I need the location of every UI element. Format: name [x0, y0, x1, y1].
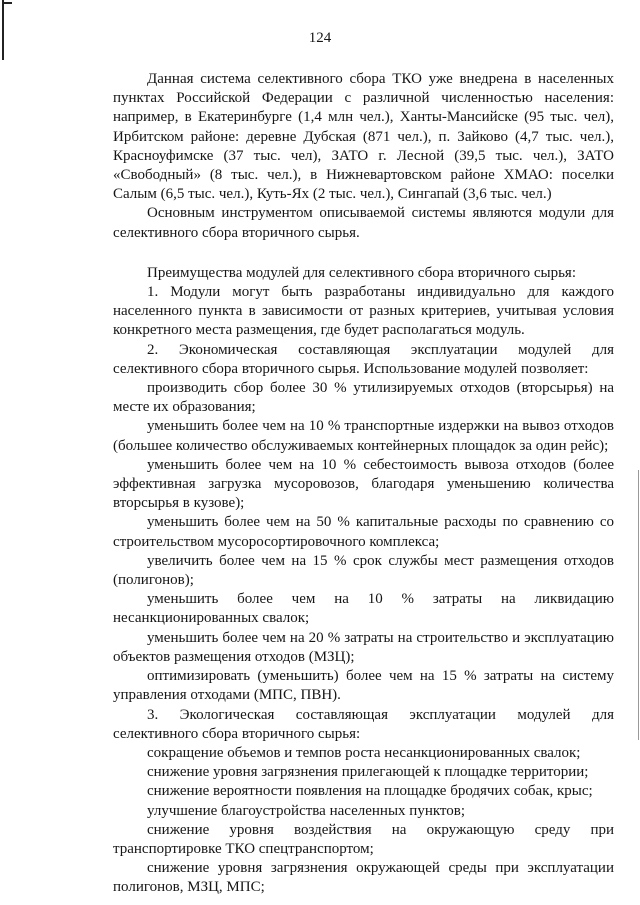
list-item-2: 2. Экономическая составляющая эксплуатации модулей для селективного сбора вторичного сырья. Использование модулей позволяет: — [113, 341, 614, 377]
ecological-item: снижение вероятности появления на площадке бродячих собак, крыс; — [147, 783, 593, 800]
economic-item: уменьшить более чем на 10 % себестоимость вывоза отходов (более эффективная загрузка мусоровозов, благодаря уменьшению количества вторсырья в кузове); — [113, 456, 614, 512]
economic-item: уменьшить более чем на 50 % капитальные расходы по сравнению со строительством мусоросортировочного комплекса; — [113, 514, 614, 550]
economic-item: уменьшить более чем на 10 % затраты на ликвидацию несанкционированных свалок; — [113, 591, 614, 627]
page-number: 124 — [308, 30, 332, 46]
spacer — [113, 243, 614, 264]
scan-corner-mark — [2, 2, 12, 4]
scan-right-edge — [638, 470, 639, 740]
list-item-3: 3. Экологическая составляющая эксплуатации модулей для селективного сбора вторичного сырья: — [113, 706, 614, 742]
economic-item: уменьшить более чем на 10 % транспортные издержки на вывоз отходов (большее количество обслуживаемых контейнерных площадок за один рейс); — [113, 418, 614, 454]
ecological-item: снижение уровня воздействия на окружающую среду при транспортировке ТКО спецтранспортом; — [113, 821, 614, 857]
economic-item: уменьшить более чем на 20 % затраты на строительство и эксплуатацию объектов размещения отходов (МЗЦ); — [113, 629, 614, 665]
economic-item: увеличить более чем на 15 % срок службы мест размещения отходов (полигонов); — [113, 552, 614, 589]
list-item-1: 1. Модули могут быть разработаны индивидуально для каждого населенного пункта в зависимости от разных критериев, учитывая условия конкретного места размещения, где будет располагаться модуль. — [113, 284, 614, 339]
paragraph-main-tool: Основным инструментом описываемой системы являются модули для селективного сбора вторичного сырья. — [113, 205, 614, 241]
ecological-item: снижение уровня загрязнения прилегающей к площадке территории; — [147, 764, 589, 781]
paragraph-implementation: Данная система селективного сбора ТКО уже внедрена в населенных пунктах Российской Федерации с различной численностью населения: например, в Екатеринбурге (1,4 млн чел.), Ханты-Мансийске (95 тыс. чел), Ирбитском районе: деревне Дубская (871 чел.), п. Зайково (4,7 тыс. чел.), Красноуфимске (37 тыс. чел), ЗАТО г. Лесной (39,5 тыс. чел.), ЗАТО «Свободный» (8 тыс. чел.), в Нижневартовском районе ХМАО: поселки Салым (6,5 тыс. чел.), Куть-Ях (2 тыс. чел.), Сингапай (3,6 тыс. чел.) — [113, 71, 614, 203]
ecological-item: сокращение объемов и темпов роста несанкционированных свалок; — [147, 744, 581, 761]
ecological-item: снижение уровня загрязнения окружающей среды при эксплуатации полигонов, МЗЦ, МПС; — [113, 860, 614, 896]
advantages-heading: Преимущества модулей для селективного сбора вторичного сырья: — [147, 264, 576, 281]
economic-item: оптимизировать (уменьшить) более чем на 15 % затраты на систему управления отходами (МПС, ПВН). — [113, 668, 614, 704]
economic-item: производить сбор более 30 % утилизируемых отходов (вторсырья) на месте их образования; — [113, 380, 614, 416]
ecological-item: улучшение благоустройства населенных пунктов; — [147, 802, 466, 819]
document-body — [113, 70, 614, 898]
